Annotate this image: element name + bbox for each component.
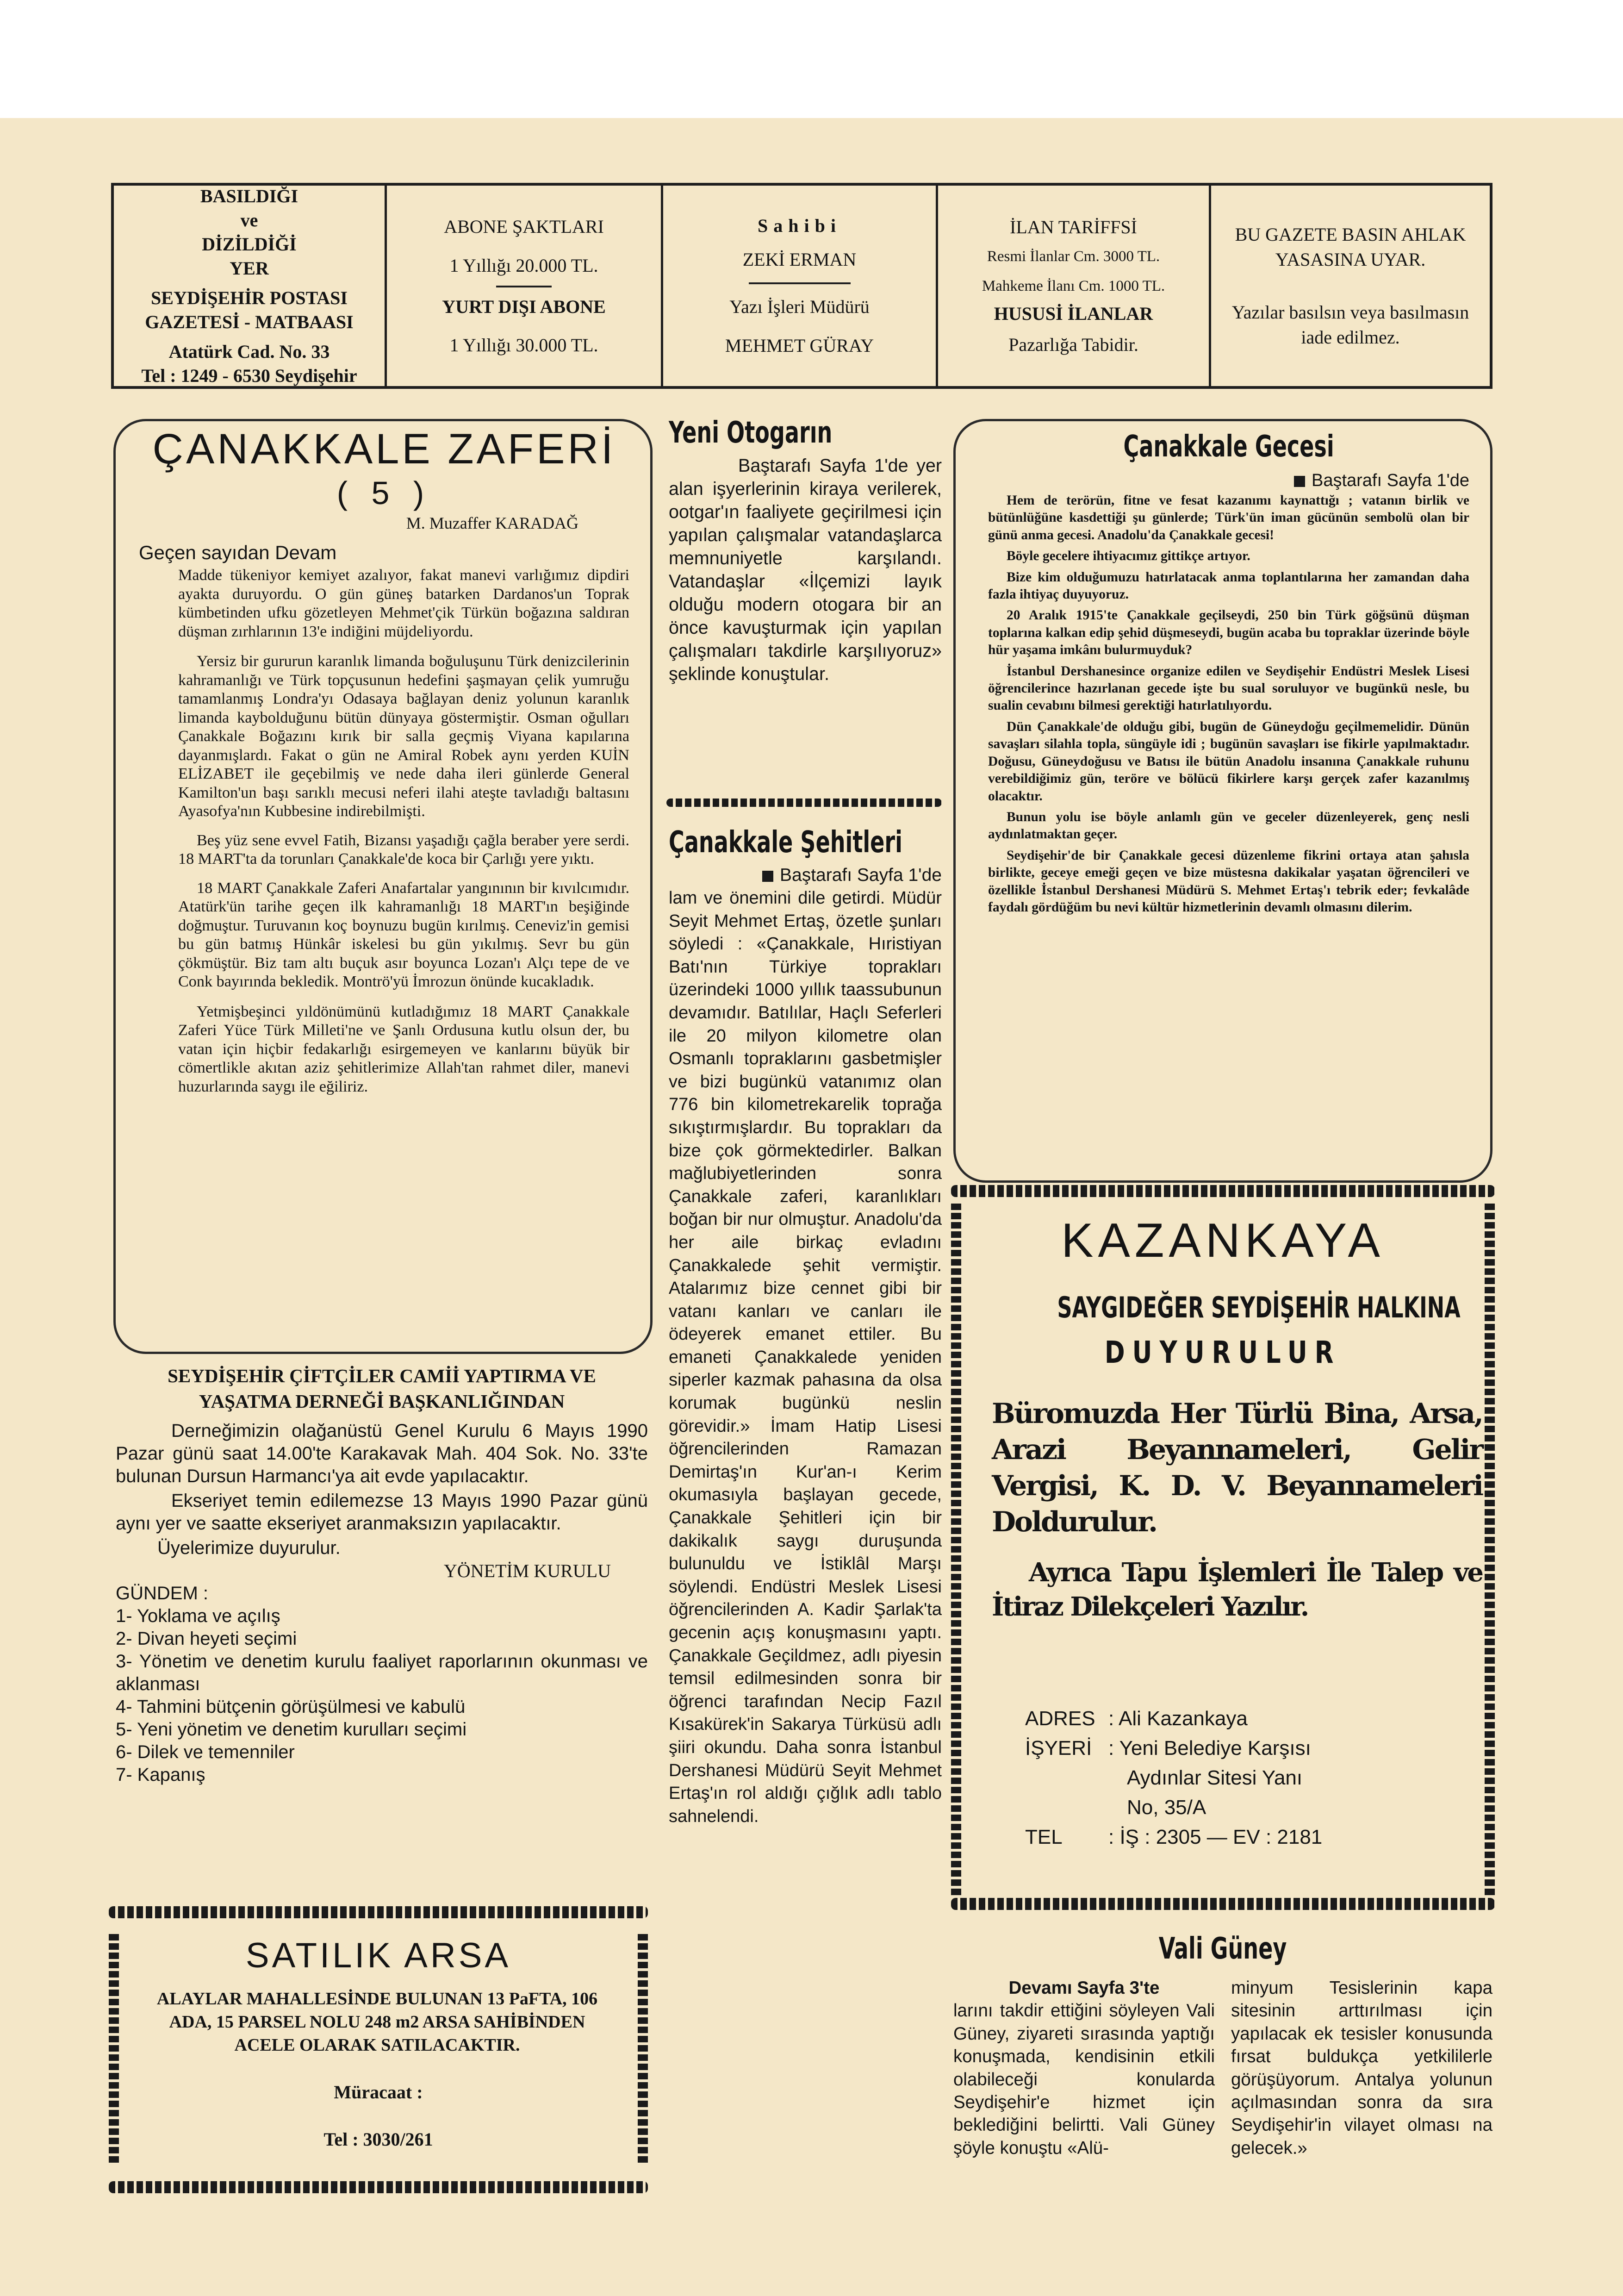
article-canakkale-sehitleri — [669, 824, 942, 2208]
workplace-line: Aydınlar Sitesi Yanı — [1127, 1766, 1303, 1789]
masthead-owner — [663, 186, 938, 386]
ad-contact — [1025, 1706, 1469, 1850]
paragraph: larını takdir ettiğini söyleyen Vali Güney, ziyareti sırasında yaptığı konuşmada, kendisinin etkili olabileceği konularda Seydişehir'e hizmet için beklediğini belirtti. Vali Güney şöyle konuştu «Alü- — [953, 2001, 1215, 2158]
ethics-statement: BU GAZETE BASIN AHLAK YASASINA UYAR. — [1235, 224, 1466, 270]
paragraph: 20 Aralık 1915'te Çanakkale geçilseydi, 250 bin Türk göğsünü düşman toplarına kalkan edip şehid düşmeseydi, bugün acaba bu topraklar üzerinde böyle hür yaşama imkânı bulurmuyduk? — [988, 608, 1469, 658]
owner-title: Sahibi — [758, 215, 841, 236]
phone-value: : İŞ : 2305 — EV : 2181 — [1108, 1826, 1323, 1848]
article-part-number: ( 5 ) — [336, 475, 432, 511]
agenda-item: 6- Dilek ve temenniler — [116, 1742, 295, 1762]
divider — [496, 286, 552, 287]
square-bullet-icon — [762, 871, 773, 882]
article-yeni-otogar — [669, 414, 942, 808]
continued-note: Devamı Sayfa 3'te — [1008, 1978, 1160, 1998]
agenda-item: 7- Kapanış — [116, 1765, 205, 1785]
article-canakkale-zaferi — [139, 424, 629, 1345]
paragraph: Ekseriyet temin edilemezse 13 Mayıs 1990 Pazar günü aynı yer ve saatte ekseriyet aranmaksızın yapılacaktır. — [116, 1491, 648, 1534]
article-title: ÇANAKKALE ZAFERİ — [152, 425, 616, 473]
printer-phone: Tel : 1249 - 6530 Seydişehir — [141, 365, 357, 386]
continued-note: Geçen sayıdan Devam — [139, 542, 337, 563]
private-ads-title: HUSUSİ İLANLAR — [994, 303, 1153, 324]
paragraph: Hem de terörün, fitne ve fesat kazanımı kaynattığı ; vatanın birlik ve bütünlüğüne kasdettiği şu günlerde; Türk'ün iman gücünün sembolü olan bir günü anma gecesi. Anadolu'da Çanakkale gecesi! — [988, 493, 1469, 543]
article-title: Vali Güney — [1159, 1932, 1287, 1966]
ad-subtitle: SAYGIDEĞER SEYDİŞEHİR HALKINA — [1057, 1291, 1461, 1324]
ad-title: KAZANKAYA — [1061, 1214, 1385, 1267]
paragraph: Seydişehir'de bir Çanakkale gecesi düzenleme fikrini ortaya atan şahısla birlikte, geceye emeği geçen ve bize müstesna dakikalar yaşatan öğrencileri ve özellikle İstanbul Dershanesi Müdürü S. Mehmet Ertaş'ı tebrik eder; fevkalâde faydalı gördüğüm bu nevi kültür hizmetlerinin devamlı olmasını dilerim. — [988, 848, 1469, 915]
board-signature: YÖNETİM KURULU — [443, 1560, 611, 1581]
agenda-item: 3- Yönetim ve denetim kurulu faaliyet raporlarının okunması ve aklanması — [116, 1651, 648, 1694]
article-author: M. Muzaffer KARADAĞ — [406, 514, 578, 532]
editor-title: Yazı İşleri Müdürü — [729, 296, 870, 317]
editor-name: MEHMET GÜRAY — [725, 335, 874, 356]
continued-note: Baştarafı Sayfa 1'de — [780, 865, 942, 885]
ad-extra-services: Ayrıca Tapu İşlemleri İle Talep ve İtiraz Dilekçeleri Yazılır. — [992, 1557, 1482, 1622]
masthead-ethics — [1211, 186, 1490, 386]
masthead-ad-rates — [938, 186, 1211, 386]
ad-body: ALAYLAR MAHALLESİNDE BULUNAN 13 PaFTA, 106 ADA, 15 PARSEL NOLU 248 m2 ARSA SAHİBİNDEN ACELE OLARAK SATILACAKTIR. — [156, 1989, 598, 2055]
print-location-title: BASILDIĞI ve DİZİLDİĞİ YER — [200, 185, 298, 279]
paragraph: lam ve önemini dile getirdi. Müdür Seyit Mehmet Ertaş, özetle şunları söyledi : «Çanakkale, Hıristiyan Batı'nın Türkiye toprakları üzerindeki 1000 yıllık taassubunun devamıdır. Batılılar, Haçlı Seferleri ile 20 milyon kilometre olan Osmanlı topraklarını gasbetmişler ve bizi bugünkü vatanımız olan 776 bin kilometrekarelik toprağa sıkıştırmışlardır. Bu toprakları da bize çok görmektedirler. Balkan mağlubiyetlerinden sonra Çanakkale zaferi, karanlıkları boğan bir nur olmuştur. Anadolu'da her aile birkaç evladını Çanakkalede şehit vermiştir. Atalarımız bize cennet gibi bir vatanı kanları ve canları ile ödeyerek emanet ettiler. Bu emaneti Çanakkalede yeniden siperler kazmak pahasına da olsa korumak bugünkü neslin görevidir.» İmam Hatip Lisesi öğrencilerinden Ramazan Demirtaş'ın Kur'an-ı Kerim okumasıyla başlayan gecede, Çanakkale Şehitleri için bir dakikalık saygı duruşunda bulunuldu ve İstiklâl Marşı söylendi. Endüstri Meslek Lisesi öğrencilerinden A. Kadir Şarlak'ta gecenin açış konuşmasını yaptı. Çanakkale Geçildmez, adlı piyesin temsil edilmesinden sonra bir öğrenci tarafından Necip Fazıl Kısakürek'in Sakarya Türküsü adlı şiiri okundu. Daha sonra İstanbul Dershanesi Müdürü Seyit Mehmet Ertaş'ın rol aldığı çığlık adlı tablo sahnelendi. — [669, 888, 942, 1826]
workplace-value: : Yeni Belediye Karşısı — [1108, 1737, 1311, 1759]
agenda-item: 5- Yeni yönetim ve denetim kurulları seçimi — [116, 1719, 467, 1740]
ad-title: SATILIK ARSA — [245, 1936, 511, 1975]
phone-label: TEL — [1025, 1826, 1063, 1848]
border-chain — [109, 1906, 648, 1918]
masthead — [111, 183, 1492, 389]
article-vali-guney — [953, 1930, 1492, 2254]
square-bullet-icon — [1294, 476, 1305, 487]
divider — [749, 282, 851, 284]
paragraph: minyum Tesislerinin kapa sitesinin arttırılması için yapılacak ek tesisler konusunda fırsat buldukça yetkililerle görüşüyorum. Antalya yolunun açılmasından sonra da sıra Seydişehir'in vilayet olması na gelecek.» — [1231, 1978, 1492, 2158]
continued-note: Baştarafı Sayfa 1'de — [1311, 471, 1469, 490]
association-announcement — [116, 1363, 648, 1886]
paragraph: Yersiz bir gururun karanlık limanda boğuluşunu Türk denizcilerinin kahramanlığı ve Türk topçusunun hedefini şaşmayan çelik yumruğu tamamlanmış Londra'yı Odasaya bağlayan deniz yolunun karanlık limanda kaybolduğunu bütün dünyaya göstermiştir. Osman oğulları Çanakkale Boğazını kırık bir salla geçmiş Viyana kapılarına dayanmışlardı. Fakat o gün ne Amiral Robek aynı yerden KUİN ELİZABET ile geçebilmiş ve nede daha ileri günlerde General Kamilton'un başı sarıklı mecusi neferi ilahi ateşte tavladığı baltasını Ayasofya'nın Kubbesine indirebilmişti. — [178, 653, 629, 820]
paragraph: Böyle gecelere ihtiyacımız gittikçe artıyor. — [1007, 549, 1250, 564]
for-sale-ad — [109, 1906, 648, 2193]
kazankaya-ad — [951, 1185, 1495, 1916]
official-ad-rate: Resmi İlanlar Cm. 3000 TL. — [987, 248, 1160, 265]
agenda-item: 2- Divan heyeti seçimi — [116, 1628, 297, 1649]
ad-services: Büromuzda Her Türlü Bina, Arsa, Arazi Beyannameleri, Gelir Vergisi, K. D. V. Beyannameleri Doldurulur. — [992, 1398, 1482, 1538]
paragraph: Dün Çanakkale'de olduğu gibi, bugün de Güneydoğu geçilmemelidir. Dünün savaşları silahla topla, süngüyle idi ; bugünün savaşları ise fikirle yapılmaktadır. Doğusu, Güneydoğusu ve Batısı ile bütün Anadolu insanına Çanakkale ruhunu verebildiğimiz gün, teröre ve bölücü fikirlere karşı gerçek zafer kazanılmış olacaktır. — [988, 719, 1469, 804]
border-chain — [109, 2181, 648, 2193]
masthead-subscription — [387, 186, 663, 386]
subscription-yearly: 1 Yıllığı 20.000 TL. — [449, 255, 598, 276]
workplace-label: İŞYERİ — [1025, 1737, 1092, 1759]
paragraph: 18 MART Çanakkale Zaferi Anafartalar yangınının bir kıvılcımıdır. Atatürk'ün tarihe geçen ilk kahramanlığı 18 MART'ın beşiğinde doğmuştur. Turuvanın koç boynuzu bugün kırılmış. Ceneviz'in gemisi bu gün batmış Hünkâr iskelesi bu gün yıkılmış. Sevr bu gün çökmüştür. Biz tam altı buçuk asır boyunca Lozan'ı Alçı tepe de ve Conk bayırında bekledik. Montrö'yü İmrozun önünde kucakladık. — [178, 879, 629, 990]
agenda-item: 1- Yoklama ve açılış — [116, 1606, 280, 1626]
printer-name: SEYDİŞEHİR POSTASI GAZETESİ - MATBAASI — [145, 287, 354, 332]
contact-phone: Tel : 3030/261 — [323, 2129, 433, 2150]
address-value: : Ali Kazankaya — [1108, 1707, 1248, 1730]
paragraph: Üyelerimize duyurulur. — [157, 1538, 341, 1558]
abroad-yearly: 1 Yıllığı 30.000 TL. — [449, 334, 598, 356]
paragraph: İstanbul Dershanesince organize edilen ve Seydişehir Endüstri Meslek Lisesi öğrencilerince hazırlanan gecede işte bu sual soruluyor ve bugünkü nesle, bu sualin cevabını bilmesi gerektiği hatırlatılıyordu. — [988, 663, 1469, 713]
ad-subtitle: DUYURULUR — [1105, 1335, 1341, 1370]
announcement-title: SEYDİŞEHİR ÇİFTÇİLER CAMİİ YAPTIRMA VE YAŞATMA DERNEĞİ BAŞKANLIĞINDAN — [168, 1365, 596, 1412]
ad-rates-title: İLAN TARİFFSİ — [1010, 216, 1137, 237]
paragraph: Baştarafı Sayfa 1'de yer alan işyerlerinin kiraya verilerek, ootgar'ın faaliyete geçirilmesi için yapılan çalışmalar vatandaşlarca memnuniyetle karşılandı. Vatandaşlar «İlçemizi layık olduğu modern otogara bir an önce kavuşturmak için yapılan çalışmaları takdirle karşılıyoruz» şeklinde konuştular. — [669, 455, 942, 684]
return-policy: Yazılar basılsın veya basılmasın iade edilmez. — [1231, 301, 1469, 348]
printer-address: Atatürk Cad. No. 33 — [168, 341, 330, 362]
agenda-title: GÜNDEM : — [116, 1583, 208, 1603]
agenda-item: 4- Tahmini bütçenin görüşülmesi ve kabulü — [116, 1697, 466, 1717]
border-chain — [951, 1898, 1495, 1910]
article-title: Çanakkale Şehitleri — [669, 825, 902, 860]
paragraph: Bize kim olduğumuzu hatırlatacak anma toplantılarına her zamandan daha fazla ihtiyaç duyuyoruz. — [988, 569, 1469, 602]
paragraph: Derneğimizin olağanüstü Genel Kurulu 6 Mayıs 1990 Pazar günü saat 14.00'te Karakavak Mah. 404 Sok. No. 33'te bulunan Dursun Harmancı'ya ait evde yapılacaktır. — [116, 1421, 648, 1486]
article-canakkale-gecesi — [988, 428, 1469, 1169]
court-ad-rate: Mahkeme İlanı Cm. 1000 TL. — [982, 277, 1165, 294]
agenda-list — [116, 1605, 648, 1786]
private-ads-note: Pazarlığa Tabidir. — [1008, 334, 1138, 355]
border-chain — [1485, 1204, 1495, 1898]
owner-name: ZEKİ ERMAN — [742, 249, 857, 270]
article-title: Yeni Otogarın — [669, 416, 833, 450]
border-chain — [951, 1185, 1495, 1197]
workplace-line: No, 35/A — [1127, 1796, 1206, 1819]
article-title: Çanakkale Gecesi — [1123, 430, 1334, 464]
paragraph: Bunun yolu ise böyle anlamlı gün ve geceler düzenleyerek, genç nesli aydınlatmaktan geçer. — [988, 809, 1469, 842]
contact-label: Müracaat : — [334, 2082, 423, 2103]
divider-chain — [666, 799, 942, 807]
paragraph: Beş yüz sene evvel Fatih, Bizansı yaşadığı çağla beraber yere serdi. 18 MART'ta da torunları Çanakkale'de koca bir Çarlığı yere yıktı. — [178, 831, 629, 867]
masthead-print-info — [114, 186, 387, 386]
border-chain — [951, 1204, 961, 1898]
abroad-title: YURT DIŞI ABONE — [442, 296, 606, 317]
subscription-title: ABONE ŞAKTLARI — [444, 216, 604, 237]
paragraph: Madde tükeniyor kemiyet azalıyor, fakat manevi varlığımız dipdiri ayakta duruyordu. O gün güneş batarken Dardanos'un Toprak kümbetinden ufku gözetleyen Mehmet'çik Türkün boğazına saldıran düşman zırhlarının 13'e indiğini müjdeliyordu. — [178, 567, 629, 640]
address-label: ADRES — [1025, 1707, 1095, 1730]
paragraph: Yetmişbeşinci yıldönümünü kutladığımız 18 MART Çanakkale Zaferi Yüce Türk Milleti'ne ve Şanlı Ordusuna kutlu olsun der, bu vatan için hiçbir fedakarlığı esirgemeyen ve kanlarını büyük bir cömertlikle akıtan aziz şehitlerimize Allah'tan rahmet diler, manevi huzurlarında saygı ile eğiliriz. — [178, 1003, 629, 1095]
